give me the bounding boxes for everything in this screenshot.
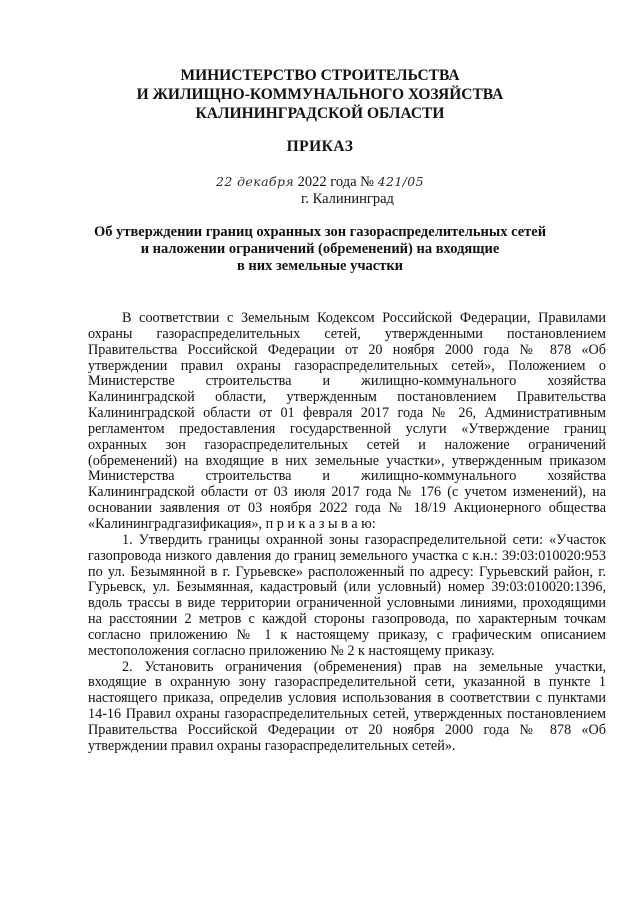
clause-1-paragraph: 1. Утвердить границы охранной зоны газораспределительной сети: «Участок газопровода низкого давления до границ земельного участка с к.н.: 39:03:010020:953 по ул. Безымянной в г. Гурьевске» расположенный по адресу: Гурьевский район, г. Гурьевск, ул. Безымянная, кадастровый (или условный) номер 39:03:010020:1396, вдоль трассы в виде территории ограниченной условными линиями, проходящими на расстоянии 2 метров с каждой стороны газопровода, по характерным точкам согласно приложению № 1 к настоящему приказу, с графическим описанием местоположения согласно приложению № 2 к настоящему приказу.	[88, 531, 606, 659]
ministry-line-1: МИНИСТЕРСТВО СТРОИТЕЛЬСТВА	[180, 67, 460, 84]
handwritten-order-number: 421/05	[377, 174, 424, 189]
document-type: ПРИКАЗ	[286, 138, 354, 155]
subject-line-3: в них земельные участки	[236, 258, 404, 274]
date-year-text: 2022 года №	[294, 174, 378, 190]
order-subject	[0, 224, 640, 275]
handwritten-date: 22 декабря	[216, 174, 295, 189]
clause-2-paragraph: 2. Установить ограничения (обременения) прав на земельные участки, входящие в охранную зону газораспределительной сети, указанной в пункте 1 настоящего приказа, определив условия использования в соответствии с пунктами 14-16 Правил охраны газораспределительных сетей, утвержденных постановлением Правительства Российской Федерации от 20 ноября 2000 года № 878 «Об утверждении правил охраны газораспределительных сетей».	[88, 658, 606, 754]
city-name: г. Калининград	[301, 191, 394, 207]
subject-line-1: Об утверждении границ охранных зон газораспределительных сетей	[93, 224, 547, 240]
order-body	[88, 311, 606, 755]
subject-line-2: и наложении ограничений (обременений) на входящие	[140, 241, 500, 257]
ministry-line-2: И ЖИЛИЩНО-КОММУНАЛЬНОГО ХОЗЯЙСТВА	[136, 86, 504, 103]
ministry-line-3: КАЛИНИНГРАДСКОЙ ОБЛАСТИ	[195, 105, 445, 122]
preamble-paragraph: В соответствии с Земельным Кодексом Российской Федерации, Правилами охраны газораспределительных сетей, утвержденными постановлением Правительства Российской Федерации от 20 ноября 2000 года № 878 «Об утверждении правил охраны газораспределительных сетей», Положением о Министерстве строительства и жилищно-коммунального хозяйства Калининградской области, утвержденным постановлением Правительства Калининградской области от 01 февраля 2017 года № 26, Административным регламентом предоставления государственной услуги «Утверждение границ охранных зон газораспределительных сетей и наложение ограничений (обременений) на входящие в них земельные участки», утвержденным приказом Министерства строительства и жилищно-коммунального хозяйства Калининградской области от 03 июля 2017 года № 176 (с учетом изменений), на основании заявления от 03 ноября 2022 года № 18/19 Акционерного общества «Калининградгазификация», п р и к а з ы в а ю:	[88, 310, 606, 532]
ministry-header	[0, 66, 640, 123]
order-date-line	[0, 172, 640, 192]
